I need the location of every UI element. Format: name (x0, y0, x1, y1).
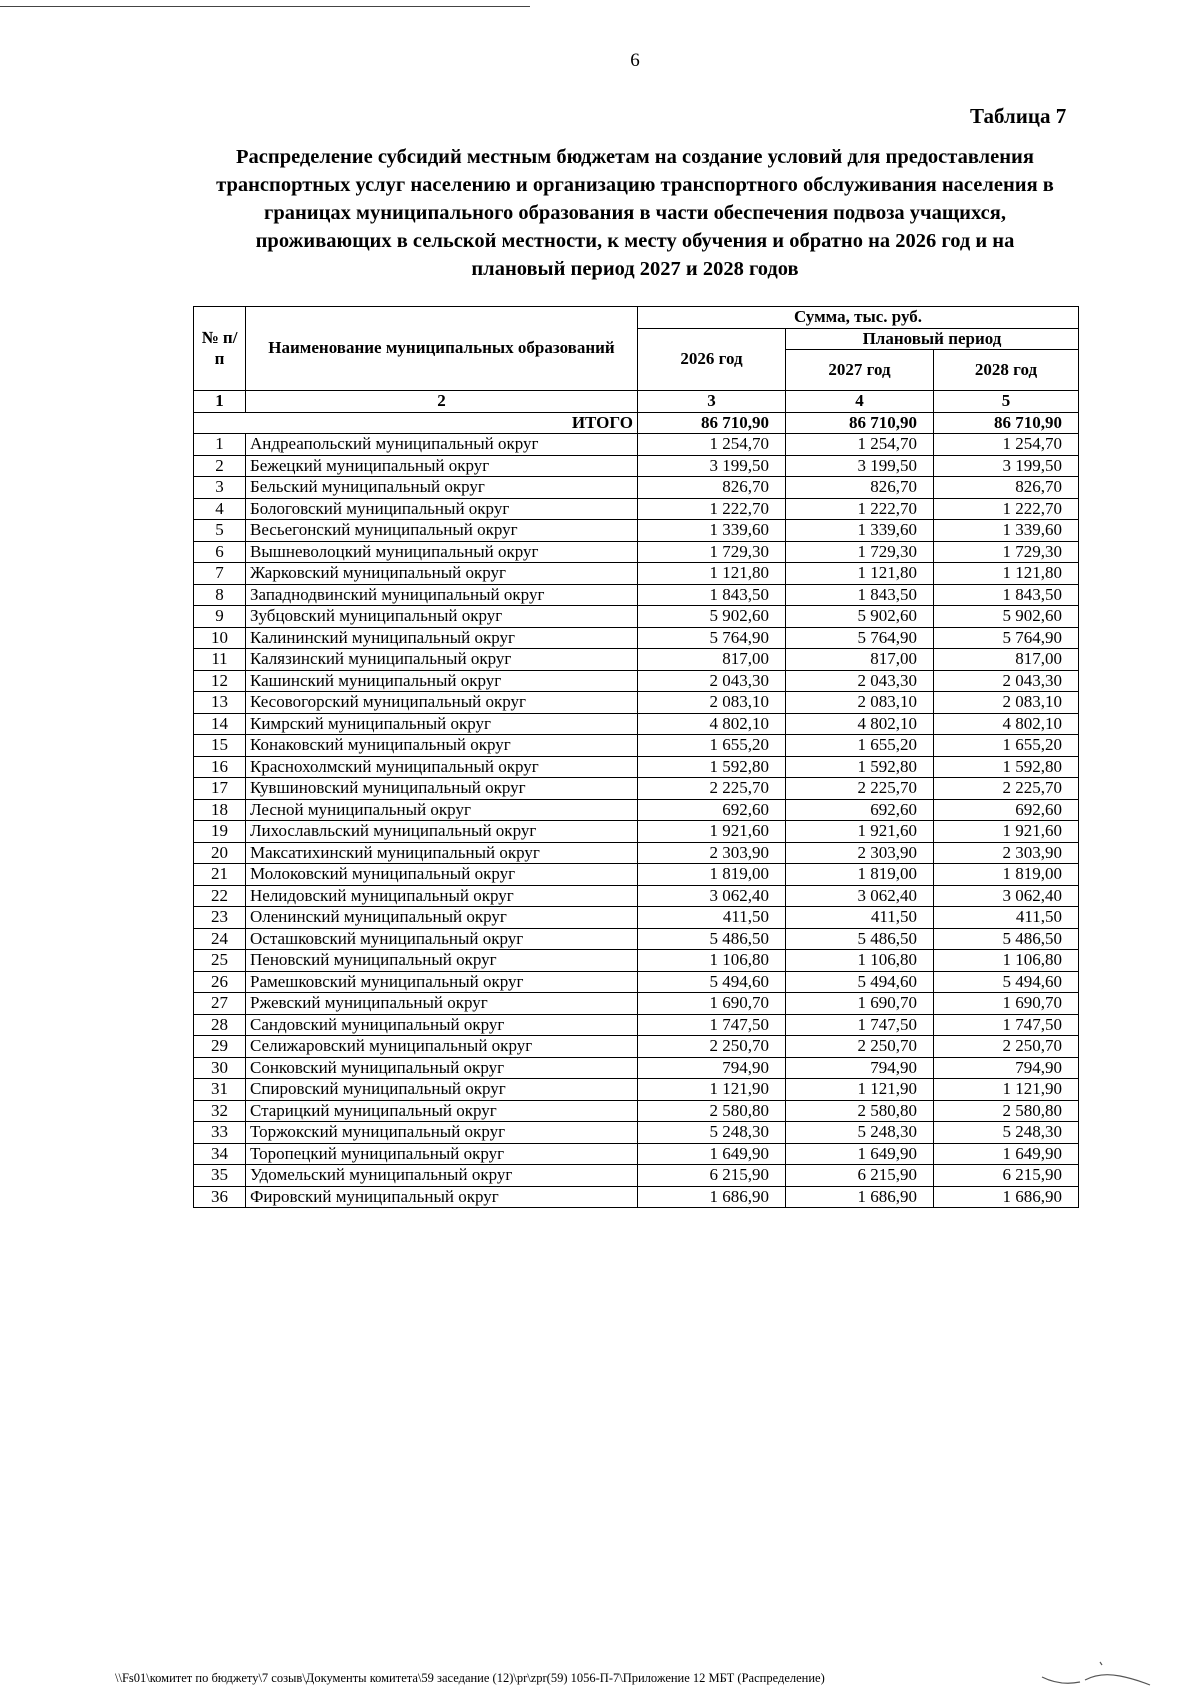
amount-2027: 1 106,80 (786, 950, 934, 972)
table-row (194, 778, 1079, 800)
row-number: 20 (194, 842, 246, 864)
amount-2026: 1 222,70 (638, 498, 786, 520)
amount-2028: 1 121,80 (934, 563, 1079, 585)
row-number: 30 (194, 1057, 246, 1079)
municipality-name: Пеновский муниципальный округ (246, 950, 638, 972)
table-row (194, 928, 1079, 950)
table-row (194, 520, 1079, 542)
amount-2027: 1 121,90 (786, 1079, 934, 1101)
amount-2026: 2 043,30 (638, 670, 786, 692)
col-number: 5 (934, 391, 1079, 413)
municipality-name: Кесовогорский муниципальный округ (246, 692, 638, 714)
table-row (194, 907, 1079, 929)
municipality-name: Сандовский муниципальный округ (246, 1014, 638, 1036)
header-name: Наименование муниципальных образований (246, 307, 638, 391)
table-row (194, 1057, 1079, 1079)
municipality-name: Старицкий муниципальный округ (246, 1100, 638, 1122)
total-label: ИТОГО (194, 412, 638, 434)
col-number: 2 (246, 391, 638, 413)
row-number: 32 (194, 1100, 246, 1122)
amount-2026: 1 254,70 (638, 434, 786, 456)
table-row (194, 1079, 1079, 1101)
row-number: 25 (194, 950, 246, 972)
municipality-name: Удомельский муниципальный округ (246, 1165, 638, 1187)
row-number: 4 (194, 498, 246, 520)
amount-2026: 5 764,90 (638, 627, 786, 649)
amount-2026: 1 655,20 (638, 735, 786, 757)
municipality-name: Осташковский муниципальный округ (246, 928, 638, 950)
table-row (194, 799, 1079, 821)
amount-2028: 817,00 (934, 649, 1079, 671)
table-row (194, 993, 1079, 1015)
municipality-name: Нелидовский муниципальный округ (246, 885, 638, 907)
amount-2026: 5 494,60 (638, 971, 786, 993)
municipality-name: Калязинский муниципальный округ (246, 649, 638, 671)
amount-2027: 1 843,50 (786, 584, 934, 606)
amount-2028: 6 215,90 (934, 1165, 1079, 1187)
row-number: 27 (194, 993, 246, 1015)
municipality-name: Торопецкий муниципальный округ (246, 1143, 638, 1165)
row-number: 23 (194, 907, 246, 929)
amount-2027: 5 764,90 (786, 627, 934, 649)
amount-2028: 2 580,80 (934, 1100, 1079, 1122)
row-number: 3 (194, 477, 246, 499)
title-line: плановый период 2027 и 2028 годов (471, 258, 799, 280)
header-2028: 2028 год (934, 350, 1079, 391)
scan-top-line (0, 6, 530, 7)
amount-2026: 794,90 (638, 1057, 786, 1079)
amount-2027: 1 747,50 (786, 1014, 934, 1036)
signature-scribble (1040, 1652, 1160, 1692)
amount-2026: 692,60 (638, 799, 786, 821)
municipality-name: Максатихинский муниципальный округ (246, 842, 638, 864)
table-row (194, 821, 1079, 843)
table-label: Таблица 7 (970, 104, 1067, 128)
table-row (194, 971, 1079, 993)
amount-2028: 1 649,90 (934, 1143, 1079, 1165)
municipality-name: Зубцовский муниципальный округ (246, 606, 638, 628)
col-number: 3 (638, 391, 786, 413)
table-row (194, 842, 1079, 864)
row-number: 6 (194, 541, 246, 563)
amount-2026: 2 225,70 (638, 778, 786, 800)
amount-2028: 1 655,20 (934, 735, 1079, 757)
municipality-name: Бельский муниципальный округ (246, 477, 638, 499)
subsidy-table (193, 306, 1079, 1208)
amount-2027: 794,90 (786, 1057, 934, 1079)
amount-2027: 1 339,60 (786, 520, 934, 542)
amount-2026: 5 486,50 (638, 928, 786, 950)
municipality-name: Ржевский муниципальный округ (246, 993, 638, 1015)
municipality-name: Лесной муниципальный округ (246, 799, 638, 821)
amount-2027: 1 222,70 (786, 498, 934, 520)
amount-2026: 4 802,10 (638, 713, 786, 735)
municipality-name: Молоковский муниципальный округ (246, 864, 638, 886)
row-number: 5 (194, 520, 246, 542)
amount-2028: 3 062,40 (934, 885, 1079, 907)
row-number: 28 (194, 1014, 246, 1036)
row-number: 16 (194, 756, 246, 778)
total-2026: 86 710,90 (638, 412, 786, 434)
municipality-name: Кувшиновский муниципальный округ (246, 778, 638, 800)
table-row (194, 735, 1079, 757)
amount-2026: 1 121,90 (638, 1079, 786, 1101)
col-number: 4 (786, 391, 934, 413)
total-2027: 86 710,90 (786, 412, 934, 434)
amount-2027: 5 902,60 (786, 606, 934, 628)
table-row (194, 864, 1079, 886)
amount-2026: 826,70 (638, 477, 786, 499)
table-row (194, 713, 1079, 735)
row-number: 10 (194, 627, 246, 649)
amount-2026: 1 106,80 (638, 950, 786, 972)
amount-2026: 3 062,40 (638, 885, 786, 907)
amount-2026: 1 747,50 (638, 1014, 786, 1036)
amount-2028: 1 121,90 (934, 1079, 1079, 1101)
municipality-name: Калининский муниципальный округ (246, 627, 638, 649)
footer-file-path: \\Fs01\комитет по бюджету\7 созыв\Документы комитета\59 заседание (12)\pr\zpr(59) 1056-П-7\Приложение 12 МБТ (Распределение) (115, 1671, 825, 1685)
row-number: 22 (194, 885, 246, 907)
table-row (194, 627, 1079, 649)
amount-2027: 817,00 (786, 649, 934, 671)
amount-2026: 411,50 (638, 907, 786, 929)
amount-2028: 1 339,60 (934, 520, 1079, 542)
amount-2027: 2 225,70 (786, 778, 934, 800)
row-number: 34 (194, 1143, 246, 1165)
table-row (194, 692, 1079, 714)
amount-2026: 1 649,90 (638, 1143, 786, 1165)
amount-2026: 1 339,60 (638, 520, 786, 542)
amount-2028: 1 106,80 (934, 950, 1079, 972)
table-row (194, 477, 1079, 499)
municipality-name: Жарковский муниципальный округ (246, 563, 638, 585)
table-row (194, 584, 1079, 606)
amount-2026: 1 729,30 (638, 541, 786, 563)
amount-2028: 1 819,00 (934, 864, 1079, 886)
table-row (194, 541, 1079, 563)
amount-2028: 826,70 (934, 477, 1079, 499)
amount-2026: 1 121,80 (638, 563, 786, 585)
table-row (194, 1143, 1079, 1165)
title-line: границах муниципального образования в части обеспечения подвоза учащихся, (264, 202, 1006, 224)
total-2028: 86 710,90 (934, 412, 1079, 434)
col-number: 1 (194, 391, 246, 413)
amount-2028: 1 686,90 (934, 1186, 1079, 1208)
row-number: 11 (194, 649, 246, 671)
amount-2027: 1 690,70 (786, 993, 934, 1015)
title-line: проживающих в сельской местности, к месту обучения и обратно на 2026 год и на (255, 230, 1015, 252)
amount-2027: 5 486,50 (786, 928, 934, 950)
municipality-name: Бологовский муниципальный округ (246, 498, 638, 520)
row-number: 14 (194, 713, 246, 735)
table-row (194, 885, 1079, 907)
amount-2027: 411,50 (786, 907, 934, 929)
row-number: 33 (194, 1122, 246, 1144)
amount-2028: 1 690,70 (934, 993, 1079, 1015)
row-number: 12 (194, 670, 246, 692)
amount-2028: 2 225,70 (934, 778, 1079, 800)
row-number: 29 (194, 1036, 246, 1058)
table-row (194, 649, 1079, 671)
table-row (194, 1186, 1079, 1208)
amount-2026: 2 303,90 (638, 842, 786, 864)
table-row (194, 498, 1079, 520)
municipality-name: Западнодвинский муниципальный округ (246, 584, 638, 606)
table-row (194, 756, 1079, 778)
amount-2027: 692,60 (786, 799, 934, 821)
municipality-name: Лихославльский муниципальный округ (246, 821, 638, 843)
amount-2028: 5 764,90 (934, 627, 1079, 649)
amount-2028: 1 747,50 (934, 1014, 1079, 1036)
row-number: 1 (194, 434, 246, 456)
row-number: 2 (194, 455, 246, 477)
municipality-name: Весьегонский муниципальный округ (246, 520, 638, 542)
row-number: 9 (194, 606, 246, 628)
amount-2028: 2 043,30 (934, 670, 1079, 692)
row-number: 8 (194, 584, 246, 606)
amount-2026: 6 215,90 (638, 1165, 786, 1187)
amount-2026: 2 580,80 (638, 1100, 786, 1122)
amount-2027: 1 254,70 (786, 434, 934, 456)
municipality-name: Краснохолмский муниципальный округ (246, 756, 638, 778)
amount-2026: 1 843,50 (638, 584, 786, 606)
amount-2028: 1 254,70 (934, 434, 1079, 456)
amount-2027: 5 248,30 (786, 1122, 934, 1144)
amount-2026: 1 686,90 (638, 1186, 786, 1208)
table-row (194, 434, 1079, 456)
amount-2027: 2 043,30 (786, 670, 934, 692)
amount-2027: 826,70 (786, 477, 934, 499)
amount-2027: 3 199,50 (786, 455, 934, 477)
table-row (194, 950, 1079, 972)
row-number: 13 (194, 692, 246, 714)
amount-2027: 1 649,90 (786, 1143, 934, 1165)
municipality-name: Кимрский муниципальный округ (246, 713, 638, 735)
amount-2027: 2 083,10 (786, 692, 934, 714)
title-line: Распределение субсидий местным бюджетам на создание условий для предоставления (236, 146, 1034, 168)
municipality-name: Вышневолоцкий муниципальный округ (246, 541, 638, 563)
amount-2026: 2 250,70 (638, 1036, 786, 1058)
amount-2028: 2 083,10 (934, 692, 1079, 714)
amount-2028: 5 494,60 (934, 971, 1079, 993)
table-row (194, 1036, 1079, 1058)
amount-2027: 1 921,60 (786, 821, 934, 843)
amount-2026: 5 902,60 (638, 606, 786, 628)
total-row (194, 412, 1079, 434)
amount-2027: 1 121,80 (786, 563, 934, 585)
amount-2028: 411,50 (934, 907, 1079, 929)
municipality-name: Селижаровский муниципальный округ (246, 1036, 638, 1058)
row-number: 18 (194, 799, 246, 821)
amount-2027: 2 250,70 (786, 1036, 934, 1058)
amount-2028: 2 303,90 (934, 842, 1079, 864)
municipality-name: Бежецкий муниципальный округ (246, 455, 638, 477)
amount-2027: 2 303,90 (786, 842, 934, 864)
header-num: № п/п (194, 307, 246, 391)
amount-2027: 1 655,20 (786, 735, 934, 757)
header-2027: 2027 год (786, 350, 934, 391)
amount-2028: 1 921,60 (934, 821, 1079, 843)
row-number: 35 (194, 1165, 246, 1187)
table-row (194, 1122, 1079, 1144)
row-number: 17 (194, 778, 246, 800)
table-row (194, 1014, 1079, 1036)
municipality-name: Андреапольский муниципальный округ (246, 434, 638, 456)
row-number: 24 (194, 928, 246, 950)
amount-2028: 1 592,80 (934, 756, 1079, 778)
amount-2028: 5 248,30 (934, 1122, 1079, 1144)
amount-2027: 6 215,90 (786, 1165, 934, 1187)
amount-2027: 1 729,30 (786, 541, 934, 563)
row-number: 21 (194, 864, 246, 886)
amount-2028: 5 486,50 (934, 928, 1079, 950)
amount-2027: 5 494,60 (786, 971, 934, 993)
table-row (194, 1165, 1079, 1187)
municipality-name: Оленинский муниципальный округ (246, 907, 638, 929)
amount-2028: 692,60 (934, 799, 1079, 821)
header-2026: 2026 год (638, 328, 786, 391)
amount-2026: 2 083,10 (638, 692, 786, 714)
amount-2027: 1 592,80 (786, 756, 934, 778)
table-row (194, 455, 1079, 477)
row-number: 36 (194, 1186, 246, 1208)
header-planned: Плановый период (786, 328, 1079, 350)
table-row (194, 563, 1079, 585)
row-number: 26 (194, 971, 246, 993)
amount-2027: 4 802,10 (786, 713, 934, 735)
amount-2026: 1 819,00 (638, 864, 786, 886)
amount-2026: 817,00 (638, 649, 786, 671)
municipality-name: Кашинский муниципальный округ (246, 670, 638, 692)
header-sum: Сумма, тыс. руб. (638, 307, 1079, 329)
row-number: 31 (194, 1079, 246, 1101)
amount-2028: 1 843,50 (934, 584, 1079, 606)
amount-2028: 1 222,70 (934, 498, 1079, 520)
table-row (194, 1100, 1079, 1122)
amount-2027: 1 686,90 (786, 1186, 934, 1208)
amount-2028: 1 729,30 (934, 541, 1079, 563)
amount-2026: 1 690,70 (638, 993, 786, 1015)
amount-2026: 3 199,50 (638, 455, 786, 477)
amount-2028: 5 902,60 (934, 606, 1079, 628)
amount-2026: 5 248,30 (638, 1122, 786, 1144)
column-numbers-row (194, 391, 1079, 413)
amount-2027: 2 580,80 (786, 1100, 934, 1122)
page-number: 6 (630, 50, 640, 71)
amount-2026: 1 921,60 (638, 821, 786, 843)
table-row (194, 670, 1079, 692)
row-number: 7 (194, 563, 246, 585)
amount-2028: 4 802,10 (934, 713, 1079, 735)
amount-2028: 3 199,50 (934, 455, 1079, 477)
amount-2026: 1 592,80 (638, 756, 786, 778)
amount-2028: 2 250,70 (934, 1036, 1079, 1058)
municipality-name: Конаковский муниципальный округ (246, 735, 638, 757)
table-row (194, 606, 1079, 628)
municipality-name: Сонковский муниципальный округ (246, 1057, 638, 1079)
row-number: 15 (194, 735, 246, 757)
municipality-name: Фировский муниципальный округ (246, 1186, 638, 1208)
row-number: 19 (194, 821, 246, 843)
amount-2027: 3 062,40 (786, 885, 934, 907)
municipality-name: Спировский муниципальный округ (246, 1079, 638, 1101)
amount-2028: 794,90 (934, 1057, 1079, 1079)
municipality-name: Рамешковский муниципальный округ (246, 971, 638, 993)
title-line: транспортных услуг населению и организацию транспортного обслуживания населения в (216, 174, 1054, 196)
amount-2027: 1 819,00 (786, 864, 934, 886)
municipality-name: Торжокский муниципальный округ (246, 1122, 638, 1144)
document-title (190, 143, 1080, 283)
